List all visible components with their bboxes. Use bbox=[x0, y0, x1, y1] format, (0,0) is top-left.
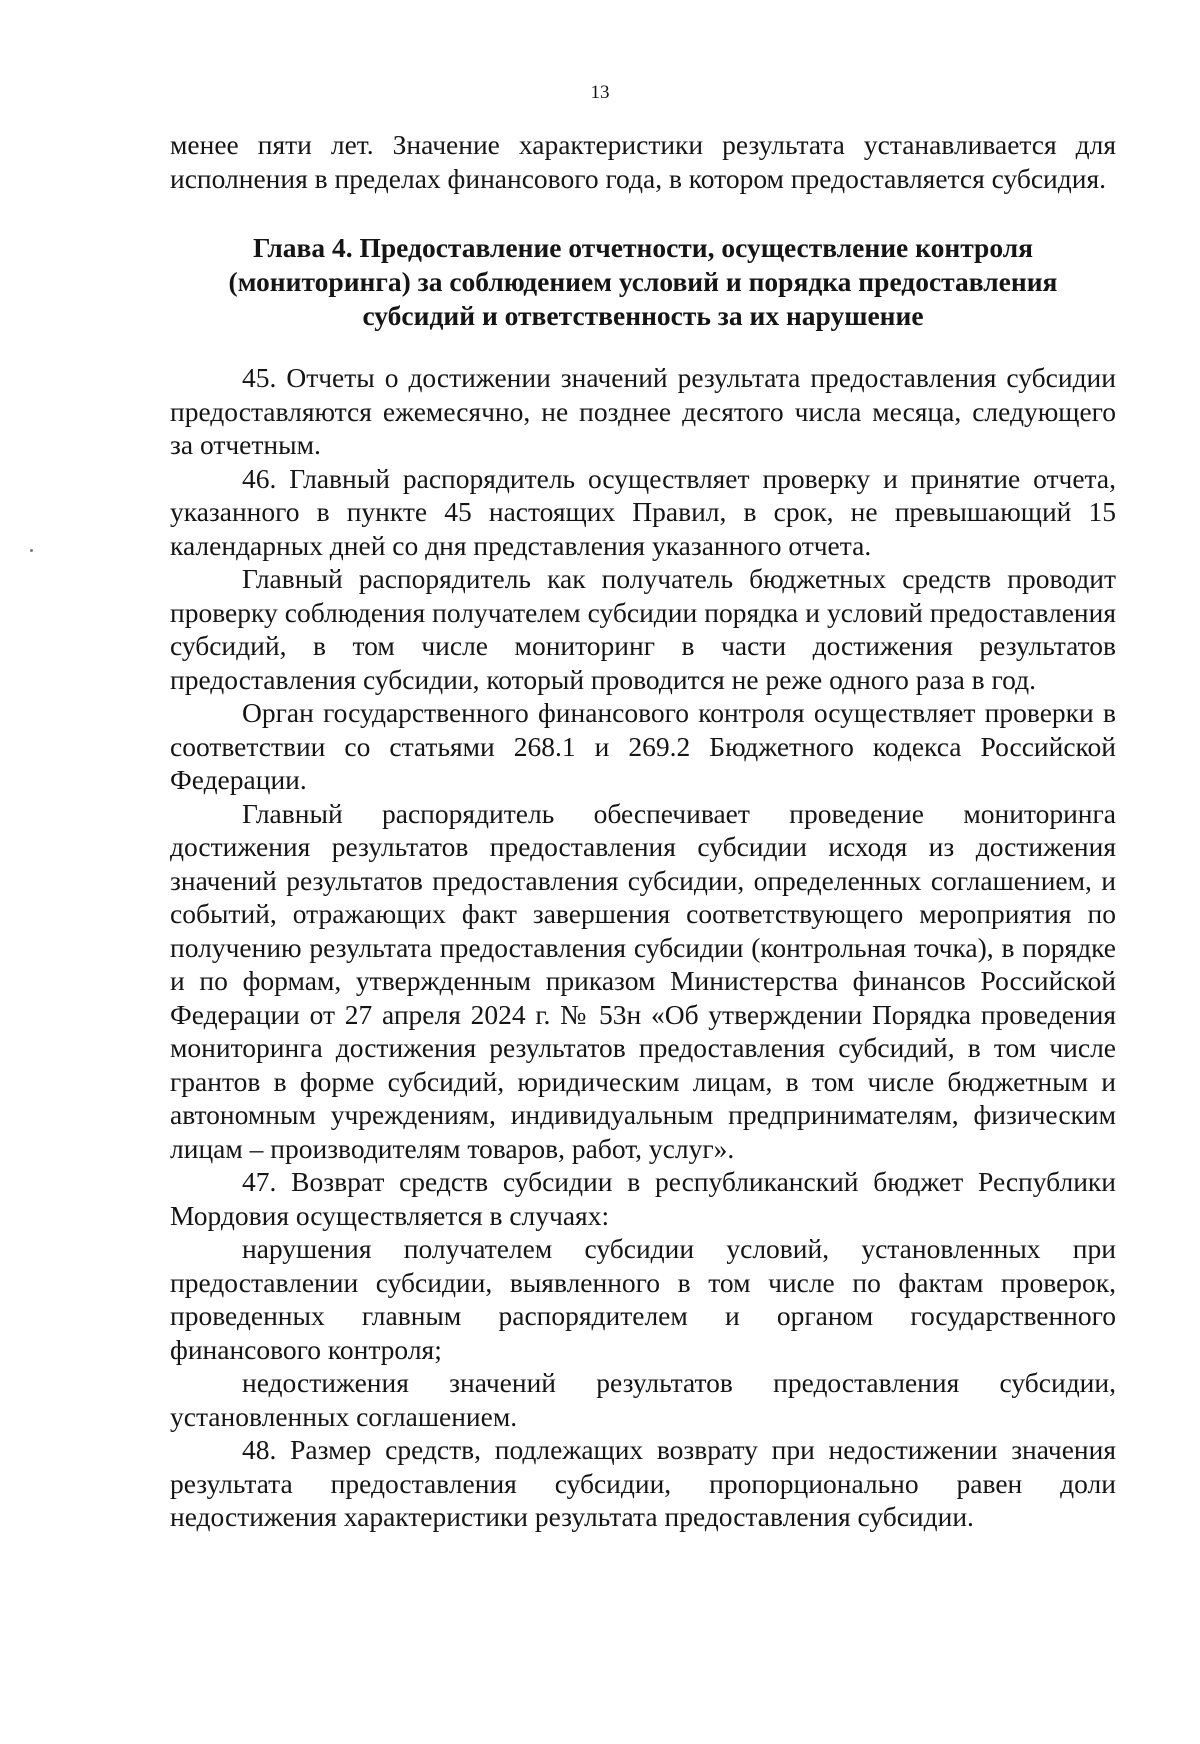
document-body bbox=[170, 128, 1116, 1534]
paragraph-financial-control: Орган государственного финансового контроля осуществляет проверки в соответствии со статьями 268.1 и 269.2 Бюджетного кодекса Российской Федерации. bbox=[170, 697, 1116, 795]
paragraph-continuation: менее пяти лет. Значение характеристики результата устанавливается для исполнения в пределах финансового года, в котором предоставляется субсидия. bbox=[170, 129, 1116, 194]
paragraph-nonachievement-case: недостижения значений результатов предоставления субсидии, установленных соглашением. bbox=[170, 1367, 1116, 1432]
chapter-heading-line: субсидий и ответственность за их нарушение bbox=[362, 300, 924, 331]
paragraph-47: 47. Возврат средств субсидии в республиканский бюджет Республики Мордовия осуществляется в случаях: bbox=[170, 1166, 1116, 1231]
page-number: 13 bbox=[590, 82, 610, 103]
paragraph-46: 46. Главный распорядитель осуществляет проверку и принятие отчета, указанного в пункте 45 настоящих Правил, в срок, не превышающий 15 календарных дней со дня представления указанного отчета. bbox=[170, 462, 1116, 561]
paragraph-48: 48. Размер средств, подлежащих возврату при недостижении значения результата предоставления субсидии, пропорционально равен доли недостижения характеристики результата предоставления субсидии. bbox=[170, 1434, 1116, 1532]
paragraph-violation-case: нарушения получателем субсидии условий, установленных при предоставлении субсидии, выявленного в том числе по фактам проверок, проведенных главным распорядителем и органом государственного финансового контроля; bbox=[170, 1233, 1116, 1365]
chapter-heading bbox=[170, 231, 1116, 333]
paragraph-monitoring: Главный распорядитель обеспечивает проведение мониторинга достижения результатов предоставления субсидии исходя из достижения значений результатов предоставления субсидии, определенных соглашением, и событий, отражающих факт завершения соответствующего мероприятия по получению результата предоставления субсидии (контрольная точка), в порядке и по формам, утвержденным приказом Министерства финансов Российской Федерации от 27 апреля 2024 г. № 53н «Об утверждении Порядка проведения мониторинга достижения результатов предоставления субсидий, в том числе грантов в форме субсидий, юридическим лицам, в том числе бюджетным и автономным учреждениям, индивидуальным предпринимателям, физическим лицам – производителям товаров, работ, услуг». bbox=[170, 797, 1116, 1164]
paragraph-45: 45. Отчеты о достижении значений результата предоставления субсидии предоставляются ежемесячно, не позднее десятого числа месяца, следующего за отчетным. bbox=[170, 362, 1116, 460]
paragraph-inspection: Главный распорядитель как получатель бюджетных средств проводит проверку соблюдения получателем субсидии порядка и условий предоставления субсидий, в том числе мониторинг в части достижения результатов предоставления субсидии, который проводится не реже одного раза в год. bbox=[170, 563, 1116, 695]
scan-artifact-dot bbox=[30, 549, 33, 552]
chapter-heading-line: (мониторинга) за соблюдением условий и порядка предоставления bbox=[228, 266, 1058, 297]
chapter-heading-line: Глава 4. Предоставление отчетности, осуществление контроля bbox=[252, 232, 1034, 263]
